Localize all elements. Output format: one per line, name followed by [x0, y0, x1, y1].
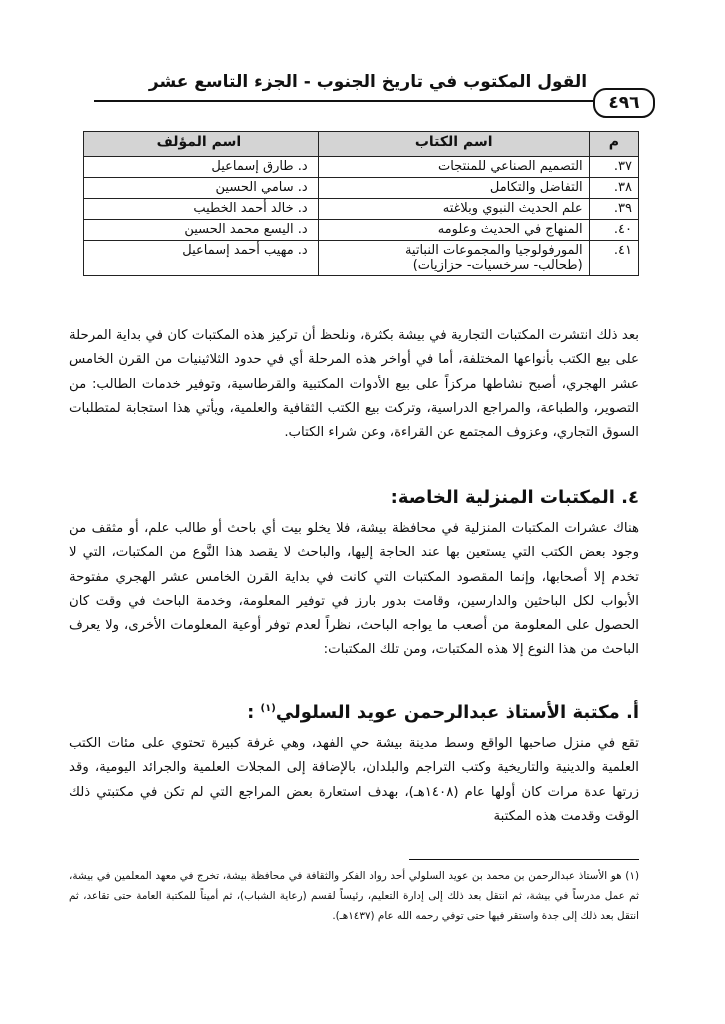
- row-book-cell: [318, 241, 589, 276]
- row-book: المورفولوجيا والمجموعات النباتية: [404, 243, 583, 258]
- row-book: المنهاج في الحديث وعلومه: [318, 220, 589, 241]
- row-num: ٣٧.: [589, 157, 638, 178]
- row-num: ٤١.: [589, 241, 638, 276]
- header-author: اسم المؤلف: [84, 132, 319, 157]
- footnote-rule: [409, 859, 639, 860]
- section-heading-home-libraries: ٤. المكتبات المنزلية الخاصة:: [390, 487, 639, 508]
- books-table: [83, 131, 639, 276]
- table-row: [84, 199, 639, 220]
- subsection-heading-text: أ. مكتبة الأستاذ عبدالرحمن عويد السلولي: [275, 702, 639, 723]
- header-rule: [94, 100, 654, 102]
- footnote-ref[interactable]: (١): [260, 703, 276, 714]
- header-book: اسم الكتاب: [318, 132, 589, 157]
- table-header-row: [84, 132, 639, 157]
- header-num: م: [589, 132, 638, 157]
- subsection-heading-salouli-library: [247, 702, 639, 723]
- table-row: [84, 157, 639, 178]
- footnote-text: (١) هو الأستاذ عبدالرحمن بن محمد بن عويد السلولي أحد رواد الفكر والثقافة في محافظة بيشة، تخرج في معهد المعلمين في بيشة، ثم عمل مدرساً في بيشة، ثم انتقل بعد ذلك إلى إدارة التعليم، رئيساً لقسم (رعاية الشباب)، ثم أميناً للمكتبة العامة حتى تقاعد، ثم انتقل بعد ذلك إلى جدة واستقر فيها حتى توفي رحمه الله عام (١٤٣٧هـ).: [69, 870, 639, 922]
- row-num: ٣٩.: [589, 199, 638, 220]
- row-num: ٤٠.: [589, 220, 638, 241]
- row-book: التصميم الصناعي للمنتجات: [318, 157, 589, 178]
- row-author: د. خالد أحمد الخطيب: [84, 199, 319, 220]
- row-num: ٣٨.: [589, 178, 638, 199]
- table-row: [84, 178, 639, 199]
- row-book-line2: (طحالب- سرخسيات- حزازيات): [412, 258, 583, 273]
- body-paragraph-2: هناك عشرات المكتبات المنزلية في محافظة بيشة، فلا يخلو بيت أي باحث أو طالب علم، أو مثقف من وجود بعض الكتب التي يستعين بها عند الحاجة إليها، والباحث لا يقصد هذا النَّوع من المكتبات، التي لا تخدم إلا أصحابها، وإنما المقصود المكتبات التي كانت في بداية القرن الخامس عشر الهجري مفتوحة الأبواب لكل الباحثين والدارسين، وقامت بدور بارز في توفير المعلومة، وخدمة الباحث في وقت كان الحصول على المعلومة من أصعب ما يواجه الباحث، نظراً لعدم توفر أوعية المعلومات الأخرى، ولا يعرف الباحث من هذا النوع إلا هذه المكتبات، ومن تلك المكتبات:: [69, 521, 639, 658]
- row-book: التفاضل والتكامل: [318, 178, 589, 199]
- table-row: [84, 241, 639, 276]
- heading-colon: :: [247, 702, 255, 723]
- row-author: د. مهيب أحمد إسماعيل: [84, 241, 319, 276]
- table-row: [84, 220, 639, 241]
- row-author: د. طارق إسماعيل: [84, 157, 319, 178]
- row-author: د. اليسع محمد الحسين: [84, 220, 319, 241]
- row-book: علم الحديث النبوي وبلاغته: [318, 199, 589, 220]
- body-paragraph-3: تقع في منزل صاحبها الواقع وسط مدينة بيشة حي الفهد، وهي غرفة كبيرة تحتوي على مئات الكتب العلمية والدينية والتاريخية وكتب التراجم والبلدان، بالإضافة إلى المجلات العلمية والجرائد اليومية، وقد زرتها عدة مرات كان أولها عام (١٤٠٨هـ)، بهدف استعارة بعض المراجع التي لم تكن في مكتبتي ذلك الوقت وقدمت هذه المكتبة: [69, 736, 639, 824]
- row-author: د. سامي الحسين: [84, 178, 319, 199]
- page-number: ٤٩٦: [593, 88, 655, 118]
- running-title: القول المكتوب في تاريخ الجنوب - الجزء التاسع عشر: [148, 72, 588, 92]
- body-paragraph-1: بعد ذلك انتشرت المكتبات التجارية في بيشة بكثرة، ونلحظ أن تركيز هذه المكتبات كان في بداية المرحلة على بيع الكتب بأنواعها المختلفة، أما في أواخر هذه المرحلة أي في حدود الثلاثينيات من القرن الخامس عشر الهجري، أصبح نشاطها مركزاً على بيع الأدوات المكتبية والقرطاسية، وتوفير خدمات الطالب: من التصوير، والطباعة، والمراجع الدراسية، وتركت بيع الكتب الثقافية والعلمية، ويأتي هذا استجابة لمتطلبات السوق التجاري، وعزوف المجتمع عن القراءة، وعن شراء الكتاب.: [69, 328, 639, 441]
